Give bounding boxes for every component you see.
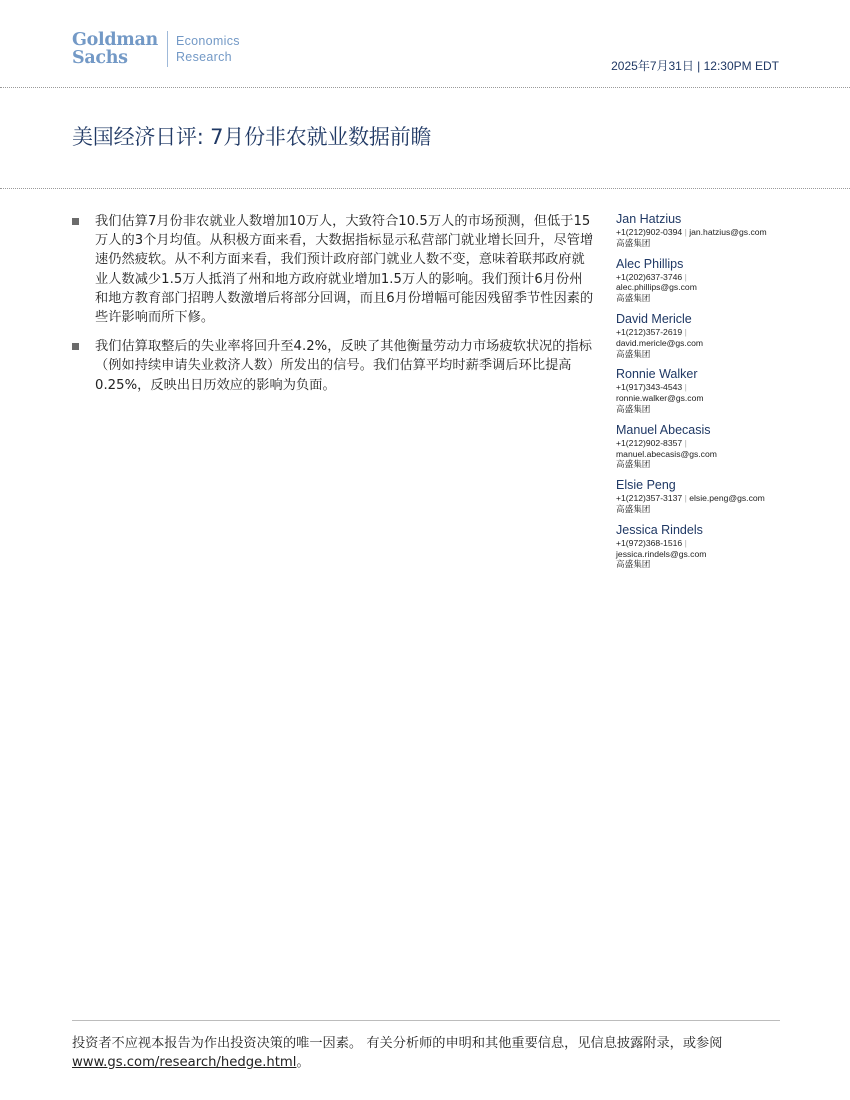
- report-date: 2025年7月31日 | 12:30PM EDT: [611, 59, 779, 73]
- author-name: Jan Hatzius: [616, 212, 682, 226]
- author-firm: 高盛集团: [616, 237, 651, 248]
- author-entry: [616, 367, 806, 414]
- disclosure-text: 投资者不应视本报告为作出投资决策的唯一因素。 有关分析师的申明和其他重要信息，见信息披露附录，或参阅: [72, 1036, 723, 1051]
- bullet-text: 我们估算7月份非农就业人数增加10万人，大致符合10.5万人的市场预测，但低于15万人的3个月均值。从积极方面来看，大数据指标显示私营部门就业增长回升，尽管增速仍然疲软。从不利方面来看，我们预计政府部门就业人数不变，意味着联邦政府就业人数减少1.5万人抵消了州和地方政府就业增加1.5万人的影响。我们预计6月份州和地方教育部门招聘人数激增后将部分回调，而且6月份增幅可能因残留季节性因素的些许影响而所下修。: [95, 214, 594, 326]
- page-title: 美国经济日评: 7月份非农就业数据前瞻: [72, 125, 432, 149]
- author-contact: +1(212)902-0394 | jan.hatzius@gs.com: [616, 227, 767, 237]
- author-entry: [616, 523, 806, 570]
- bullet-item: [72, 212, 594, 327]
- author-name: Ronnie Walker: [616, 367, 698, 382]
- author-phone: +1(972)368-1516 |: [616, 537, 687, 548]
- author-firm: 高盛集团: [616, 293, 651, 304]
- author-phone: +1(917)343-4543 |: [616, 382, 687, 393]
- author-entry: [616, 312, 806, 359]
- author-firm: 高盛集团: [616, 459, 651, 470]
- author-email[interactable]: david.mericle@gs.com: [616, 337, 704, 348]
- author-firm: 高盛集团: [616, 559, 651, 570]
- summary-bullets: [72, 212, 594, 405]
- author-entry: [616, 423, 806, 470]
- bullet-text: 我们估算取整后的失业率将回升至4.2%，反映了其他衡量劳动力市场疲软状况的指标（例如持续申请失业救济人数）所发出的信号。我们估算平均时薪季调后环比提高0.25%，反映出日历效应的影响为负面。: [95, 339, 593, 393]
- author-firm: 高盛集团: [616, 348, 651, 359]
- author-email[interactable]: manuel.abecasis@gs.com: [616, 448, 717, 459]
- author-firm: 高盛集团: [616, 503, 651, 514]
- author-list: [616, 212, 806, 578]
- author-contact: +1(212)357-3137 | elsie.peng@gs.com: [616, 493, 765, 504]
- square-bullet-icon: [72, 343, 79, 350]
- title-divider: [0, 188, 850, 189]
- author-name: Elsie Peng: [616, 478, 676, 493]
- square-bullet-icon: [72, 218, 79, 225]
- footer-divider: [72, 1020, 780, 1021]
- author-email[interactable]: jan.hatzius@gs.com: [689, 227, 767, 237]
- author-name: Jessica Rindels: [616, 522, 703, 537]
- disclosure-link[interactable]: www.gs.com/research/hedge.html: [72, 1055, 297, 1070]
- goldman-sachs-wordmark: Goldman Sachs: [72, 30, 158, 68]
- gs-economics-research-logo: [72, 31, 240, 67]
- author-entry: [616, 212, 806, 249]
- author-phone: +1(212)902-8357 |: [616, 437, 687, 448]
- author-email[interactable]: elsie.peng@gs.com: [689, 493, 765, 504]
- author-email[interactable]: alec.phillips@gs.com: [616, 282, 697, 293]
- author-name: David Mericle: [616, 311, 692, 326]
- author-name: Manuel Abecasis: [616, 422, 711, 437]
- author-firm: 高盛集团: [616, 403, 651, 414]
- author-email[interactable]: jessica.rindels@gs.com: [616, 548, 707, 559]
- division-name: Economics Research: [175, 34, 240, 64]
- bullet-item: [72, 337, 594, 395]
- author-entry: [616, 478, 806, 515]
- logo-divider: [167, 31, 168, 67]
- author-phone: +1(202)637-3746 |: [616, 271, 687, 282]
- header-divider: [0, 87, 850, 88]
- author-email[interactable]: ronnie.walker@gs.com: [616, 393, 704, 404]
- disclosure-footer: 投资者不应视本报告为作出投资决策的唯一因素。 有关分析师的申明和其他重要信息，见信息披露附录，或参阅 www.gs.com/research/hedge.html。: [72, 1036, 723, 1070]
- author-name: Alec Phillips: [616, 256, 684, 271]
- author-phone: +1(212)357-2619 |: [616, 326, 687, 337]
- author-entry: [616, 257, 806, 304]
